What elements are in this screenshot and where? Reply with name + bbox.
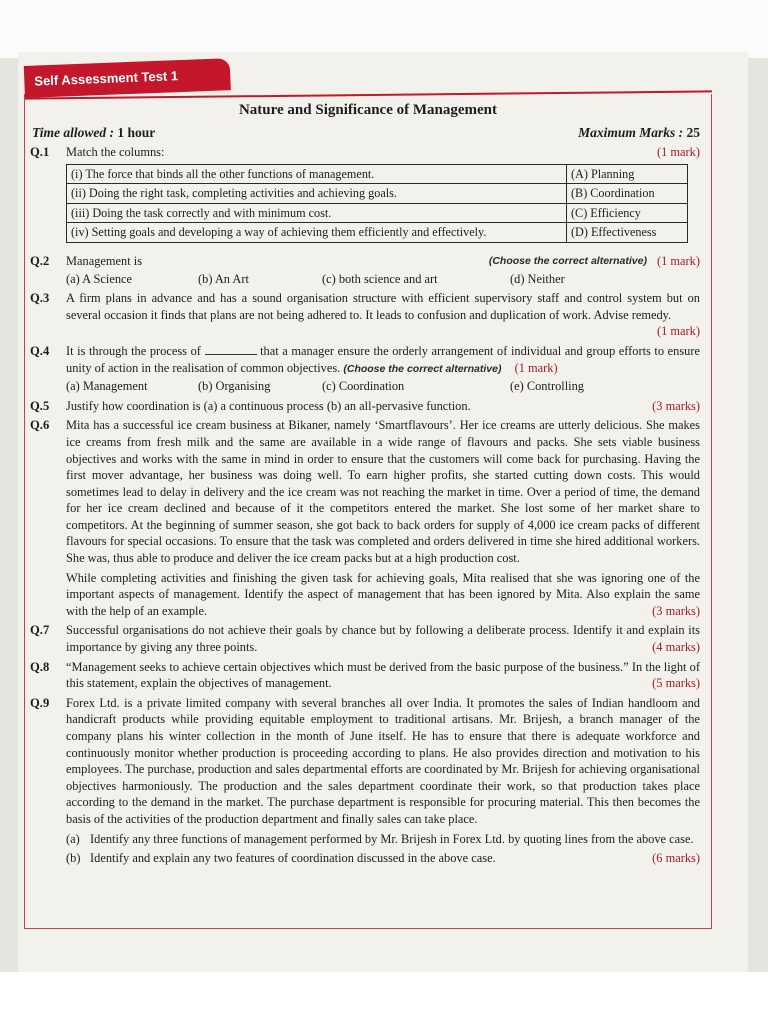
question-body	[66, 695, 706, 867]
sub-question-a	[66, 831, 700, 848]
time-allowed-label: Time allowed :	[32, 125, 114, 140]
match-right: (B) Coordination	[567, 184, 688, 204]
section-tab: Self Assessment Test 1	[24, 58, 231, 98]
question-number: Q.5	[30, 398, 50, 413]
question-number: Q.7	[30, 623, 50, 638]
question-text-end: that a manager ensure the orderly arrangement of individual and group efforts to ensure unity of action in the realisation of common objectives.	[66, 343, 700, 375]
question-body	[66, 622, 706, 655]
question-1	[30, 144, 706, 245]
question-body	[66, 343, 706, 395]
bottom-margin	[0, 972, 768, 1024]
answer-instruction: (Choose the correct alternative)	[343, 362, 502, 375]
option: (c) both science and art	[322, 271, 438, 286]
question-marks: (3 marks)	[652, 398, 700, 413]
question-6	[30, 417, 706, 619]
option-list	[66, 378, 700, 395]
option: (e) Controlling	[510, 379, 584, 394]
case-paragraph: Forex Ltd. is a private limited company with several branches all over India. It promotes the sales of Indian handloom and handicraft products while providing equitable employment to traditional artisans. Mr. Brijesh, a branch manager of the company plans his winter collection in the month of June itself. He has to ensure that there is adequate workforce and continuously monitor whether production is proceeding according to plans. He also provides direction and motivation to his employees. The purchase, production and sales departmental efforts are coordinated by Mr. Brijesh for achieving organisational objectives harmoniously. The production and the sales department coordinate their work, so that production takes place according to the demand in the market. The purchase department is responsible for procuring material. This then becomes the basis of the activities of the production department and finally sales can take place.	[66, 695, 700, 826]
match-left: (ii) Doing the right task, completing activities and achieving goals.	[67, 184, 567, 204]
question-number: Q.8	[30, 659, 50, 674]
time-allowed-value: 1 hour	[117, 125, 156, 140]
answer-instruction: (Choose the correct alternative)	[488, 254, 647, 267]
question-body	[66, 290, 706, 340]
question-body	[66, 398, 706, 415]
question-5	[30, 398, 706, 415]
time-allowed	[32, 125, 155, 141]
question-number: Q.4	[30, 343, 50, 358]
question-text-start: It is through the process of	[66, 343, 201, 358]
question-marks: (1 mark)	[656, 253, 700, 268]
question-body	[66, 417, 706, 619]
question-3	[30, 290, 706, 340]
sub-question-b	[66, 850, 700, 867]
match-row	[67, 184, 688, 204]
option-list	[66, 271, 700, 288]
match-left: (i) The force that binds all the other functions of management.	[67, 164, 567, 184]
question-number: Q.1	[30, 145, 50, 159]
page-title: Nature and Significance of Management	[238, 102, 498, 118]
question-8	[30, 659, 706, 692]
option: (d) Neither	[510, 271, 565, 286]
question-marks: (1 mark)	[514, 360, 558, 375]
question-number: Q.3	[30, 291, 50, 306]
match-left: (iii) Doing the task correctly and with minimum cost.	[67, 203, 567, 223]
option: (b) An Art	[198, 271, 249, 286]
max-marks	[578, 125, 700, 141]
option: (a) A Science	[66, 271, 133, 286]
question-text: A firm plans in advance and has a sound organisation structure with efficient supervisory staff and control system but on several occasion it finds that plans are not being adhered to. It leads to confusion and duplication of work. Advise remedy.	[66, 291, 700, 322]
question-body	[66, 659, 706, 692]
match-row	[67, 223, 688, 243]
question-body	[66, 144, 706, 245]
max-marks-value: 25	[686, 125, 700, 140]
top-margin	[0, 0, 768, 58]
test-content	[30, 100, 706, 867]
question-4	[30, 343, 706, 395]
question-marks: (4 marks)	[652, 640, 700, 655]
question-9	[30, 695, 706, 867]
sub-question-label: (a)	[66, 831, 80, 846]
match-row	[67, 203, 688, 223]
option: (a) Management	[66, 379, 148, 394]
question-text: While completing activities and finishing the given task for achieving goals, Mita realised that she was ignoring one of the important aspects of management. Identify the aspect of management that has been ignored by Mita. Also explain the same with the help of an example.	[66, 570, 700, 618]
question-text: “Management seeks to achieve certain objectives which must be derived from the basic purpose of the business.” In the light of this statement, explain the objectives of management.	[66, 659, 700, 691]
question-text: Successful organisations do not achieve their goals by chance but by following a deliberate process. Identify it and explain its importance by giving any three points.	[66, 623, 700, 655]
question-body	[66, 253, 706, 287]
question-paragraph	[66, 570, 700, 620]
match-left: (iv) Setting goals and developing a way of achieving them efficiently and effectively.	[67, 223, 567, 243]
question-text: Management is	[66, 253, 143, 268]
match-row	[67, 164, 688, 184]
question-number: Q.9	[30, 695, 50, 710]
fill-blank	[205, 344, 257, 355]
option: (c) Coordination	[322, 379, 405, 394]
case-paragraph: Mita has a successful ice cream business at Bikaner, namely ‘Smartflavours’. Her ice creams are utterly delicious. She makes ice creams from fresh milk and the same are available in a wide range of flavours and packs. She sets viable business objectives and works with the same in mind in order to ensure that the customers will come back for purchasing. Having the first mover advantage, her business was doing well. To earn higher profits, she started cutting down costs. This would sometimes lead to delay in delivery and the ice cream was not reaching the market in time. Over a period of time, the demand for her ice cream declined and because of it the competitors entered the market. She lost some of her market share to competitors. At the beginning of summer season, she got back to back orders for supply of 4,000 ice cream packs of different flavours for special occasions. To ensure that the task was completed and orders delivered in time she hired additional workers. She was, thus able to produce and deliver the ice cream packs but at a high production cost.	[66, 418, 700, 566]
match-right: (A) Planning	[567, 164, 688, 184]
question-2	[30, 253, 706, 287]
match-right: (C) Efficiency	[567, 203, 688, 223]
question-text: Justify how coordination is (a) a continuous process (b) an all-pervasive function.	[66, 398, 471, 413]
max-marks-label: Maximum Marks :	[578, 125, 684, 140]
question-text: Match the columns:	[66, 145, 165, 159]
question-marks: (3 marks)	[652, 603, 700, 618]
question-marks: (6 marks)	[652, 851, 700, 866]
question-marks: (5 marks)	[652, 676, 700, 691]
question-number: Q.6	[30, 418, 50, 433]
question-marks: (1 mark)	[656, 324, 700, 339]
match-right: (D) Effectiveness	[567, 223, 688, 243]
sub-question-label: (b)	[66, 851, 81, 866]
sub-question-text: Identify and explain any two features of coordination discussed in the above case.	[90, 851, 496, 866]
sub-question-text: Identify any three functions of management performed by Mr. Brijesh in Forex Ltd. by quoting lines from the above case.	[90, 831, 694, 846]
option: (b) Organising	[198, 379, 271, 394]
question-number: Q.2	[30, 253, 50, 268]
match-table	[66, 164, 688, 243]
question-7	[30, 622, 706, 655]
question-marks: (1 mark)	[656, 145, 700, 159]
test-meta	[32, 125, 700, 141]
